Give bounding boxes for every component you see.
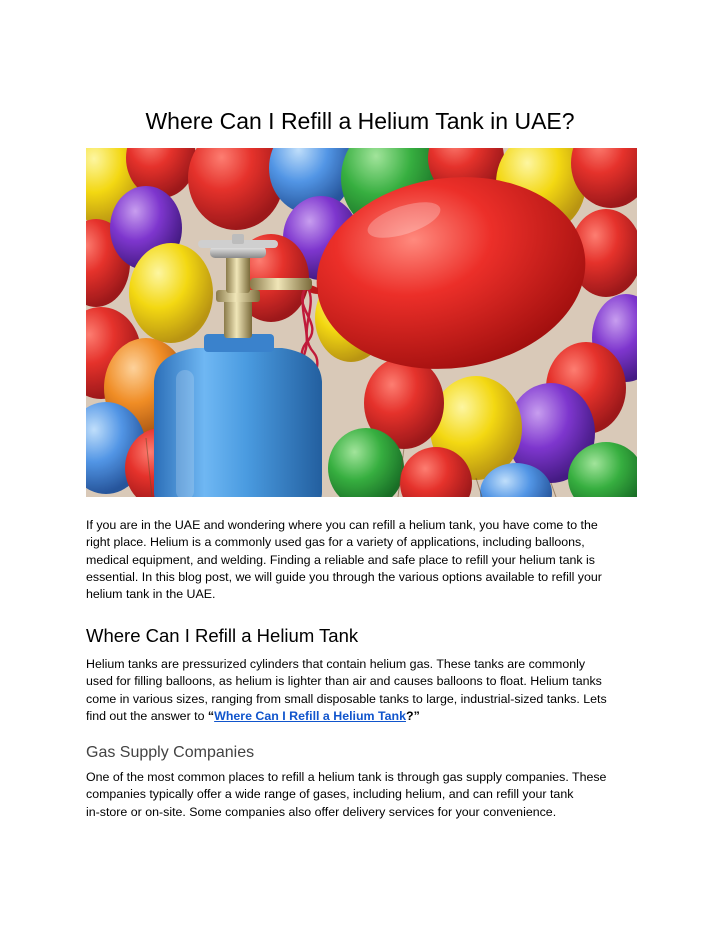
section2-line: companies typically offer a wide range of gases, including helium, and can refill your tank xyxy=(86,787,574,802)
section1-paragraph xyxy=(86,656,646,725)
quote-close: ?” xyxy=(406,708,420,723)
section1-line: come in various sizes, ranging from small disposable tanks to large, industrial-sized tanks. Lets xyxy=(86,691,607,706)
intro-line: medical equipment, and welding. Finding a reliable and safe place to refill your helium tank is xyxy=(86,552,595,567)
intro-line: right place. Helium is a commonly used gas for a variety of applications, including balloons, xyxy=(86,535,585,550)
helium-tank-and-balloons-image xyxy=(86,148,637,497)
page-title: Where Can I Refill a Helium Tank in UAE? xyxy=(145,108,575,134)
quote-open: “ xyxy=(207,708,215,723)
refill-helium-tank-link[interactable]: Where Can I Refill a Helium Tank xyxy=(214,708,406,723)
section1-line: used for filling balloons, as helium is lighter than air and causes balloons to float. Helium tanks xyxy=(86,674,602,689)
section2-line: in-store or on-site. Some companies also offer delivery services for your convenience. xyxy=(86,804,557,819)
subsection-heading: Gas Supply Companies xyxy=(86,744,255,761)
section2-paragraph xyxy=(86,769,646,821)
section1-line-prefix: find out the answer to xyxy=(86,708,208,723)
intro-paragraph xyxy=(86,517,646,603)
section1-line: Helium tanks are pressurized cylinders that contain helium gas. These tanks are commonly xyxy=(86,657,586,671)
section-heading: Where Can I Refill a Helium Tank xyxy=(86,625,359,646)
intro-line: If you are in the UAE and wondering where you can refill a helium tank, you have come to the xyxy=(86,518,598,532)
intro-line: essential. In this blog post, we will guide you through the various options available to refill your xyxy=(86,569,602,584)
section2-line: One of the most common places to refill a helium tank is through gas supply companies. These xyxy=(86,770,607,784)
intro-line: helium tank in the UAE. xyxy=(86,587,216,602)
